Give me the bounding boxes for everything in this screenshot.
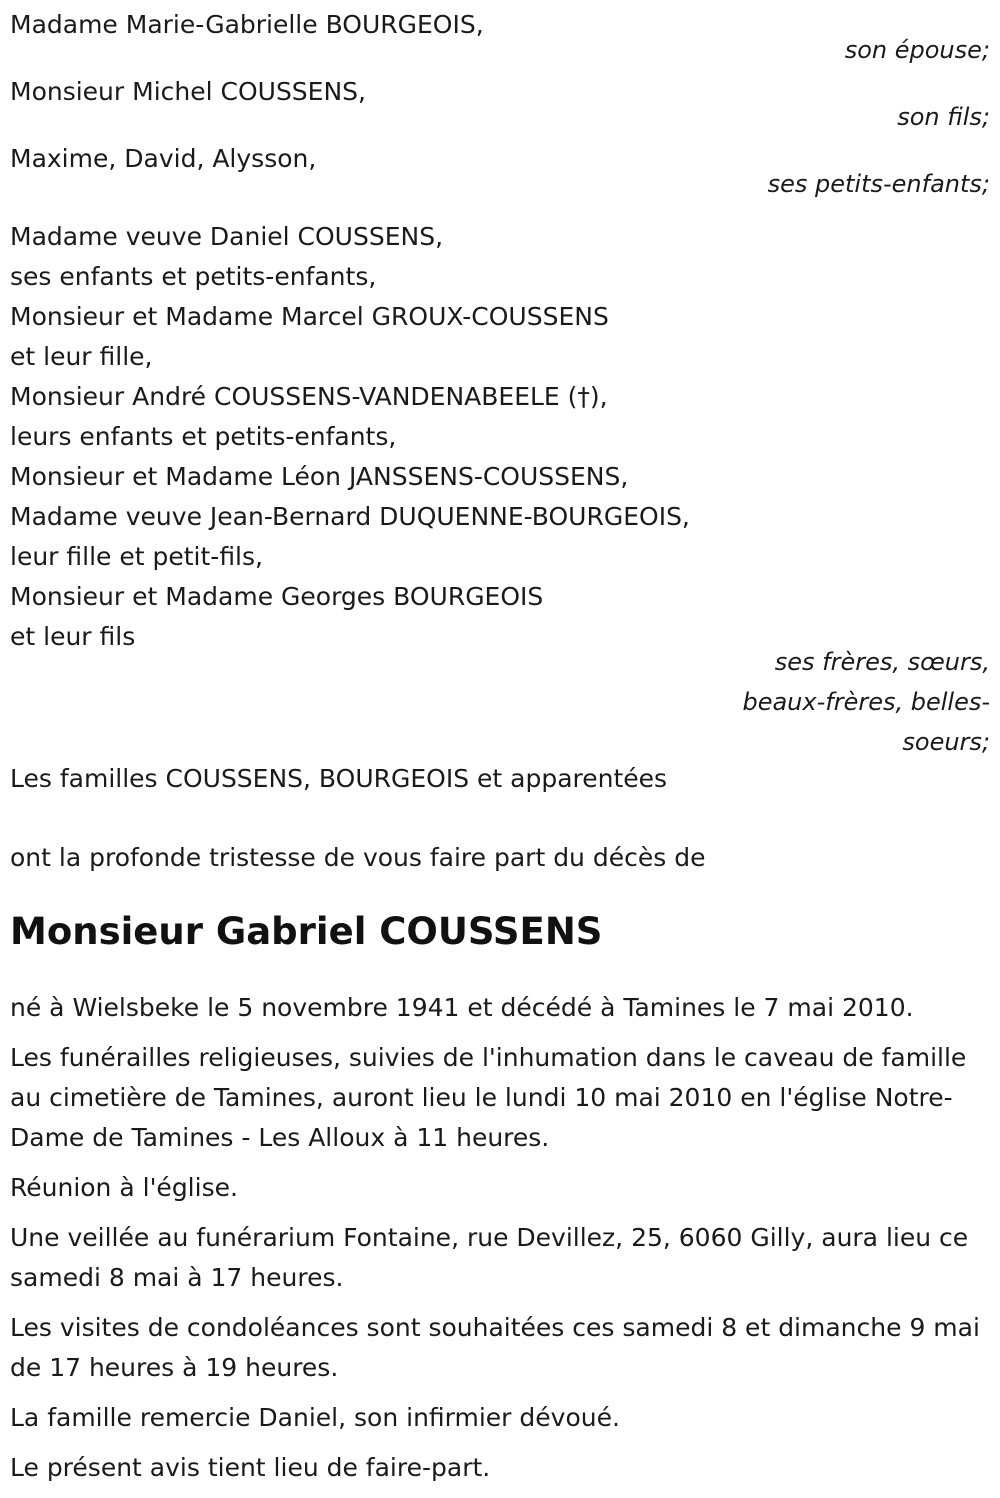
sibling-line: Monsieur André COUSSENS-VANDENABEELE (†),: [10, 382, 608, 411]
siblings-relation-line: soeurs;: [902, 728, 990, 756]
family-entry-son: [10, 72, 990, 137]
sibling-line: Monsieur et Madame Léon JANSSENS-COUSSENS,: [10, 462, 629, 491]
meeting-paragraph: Réunion à l'église.: [10, 1173, 238, 1202]
sibling-line: et leur fils: [10, 622, 136, 651]
vigil-paragraph: Une veillée au funérarium Fontaine, rue Devillez, 25, 6060 Gilly, aura lieu ce samedi 8 mai à 17 heures.: [10, 1223, 969, 1292]
families-line: Les familles COUSSENS, BOURGEOIS et apparentées: [10, 764, 668, 793]
sibling-line: Monsieur et Madame Georges BOURGEOIS: [10, 582, 544, 611]
family-name: Maxime, David, Alysson,: [10, 144, 317, 173]
sibling-line: Monsieur et Madame Marcel GROUX-COUSSENS: [10, 302, 609, 331]
sibling-line: leurs enfants et petits-enfants,: [10, 422, 397, 451]
family-entry-spouse: [10, 0, 990, 70]
family-name: Madame Marie-Gabrielle BOURGEOIS,: [10, 10, 484, 39]
sibling-line: et leur fille,: [10, 342, 153, 371]
siblings-relation: [730, 642, 990, 762]
siblings-block: [10, 217, 990, 762]
siblings-relation-line: ses frères, sœurs,: [774, 648, 990, 676]
family-relation: ses petits-enfants;: [767, 170, 990, 198]
birth-death-paragraph: né à Wielsbeke le 5 novembre 1941 et décédé à Tamines le 7 mai 2010.: [10, 993, 914, 1022]
notice-paragraph: Le présent avis tient lieu de faire-part.: [10, 1453, 491, 1482]
announcement-text: ont la profonde tristesse de vous faire part du décès de: [10, 843, 706, 872]
thanks-paragraph: La famille remercie Daniel, son infirmier dévoué.: [10, 1403, 620, 1432]
sibling-line: leur fille et petit-fils,: [10, 542, 263, 571]
funeral-paragraph: Les funérailles religieuses, suivies de l'inhumation dans le caveau de famille au cimetière de Tamines, auront lieu le lundi 10 mai 2010 en l'église Notre-Dame de Tamines - Les Alloux à 11 heures.: [10, 1043, 967, 1152]
family-name: Monsieur Michel COUSSENS,: [10, 77, 366, 106]
sibling-line: ses enfants et petits-enfants,: [10, 262, 377, 291]
family-relation: son fils;: [897, 103, 990, 131]
siblings-relation-line: beaux-frères, belles-: [742, 688, 990, 716]
condolences-paragraph: Les visites de condoléances sont souhaitées ces samedi 8 et dimanche 9 mai de 17 heures à 19 heures.: [10, 1313, 980, 1382]
sibling-line: Madame veuve Jean-Bernard DUQUENNE-BOURGEOIS,: [10, 502, 690, 531]
deceased-name: Monsieur Gabriel COUSSENS: [10, 910, 603, 953]
family-entry-grandchildren: [10, 139, 990, 204]
family-relation: son épouse;: [844, 36, 990, 64]
sibling-line: Madame veuve Daniel COUSSENS,: [10, 222, 444, 251]
